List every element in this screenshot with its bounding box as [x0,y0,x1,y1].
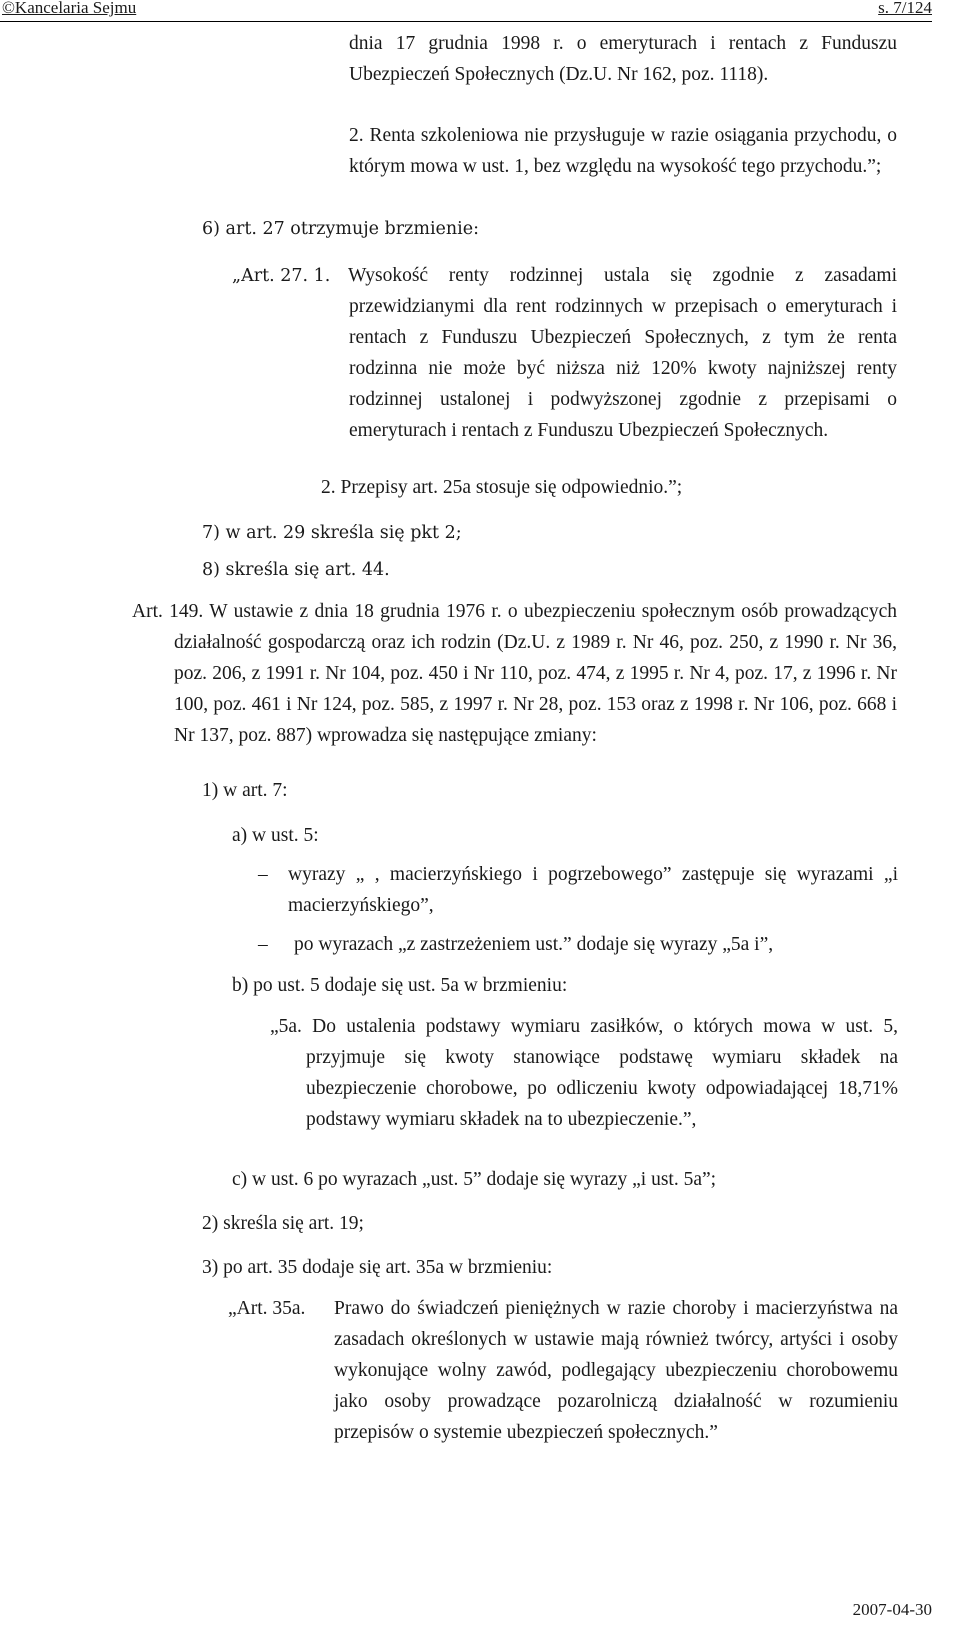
header-source: ©Kancelaria Sejmu [2,0,137,17]
header-page-number: s. 7/124 [878,0,932,17]
quoted-provision: „5a. Do ustalenia podstawy wymiaru zasiłków, o których mowa w ust. 5, przyjmuje się kwoty stanowiące podstawę wymiaru składek na ubezpieczenie chorobowe, po odliczeniu kwoty odpowiadającej 18,71% podstawy wymiaru składek na to ubezpieczenie.”, [270,1016,898,1130]
list-item: 3) po art. 35 dodaje się art. 35a w brzmieniu: [202,1257,553,1278]
paragraph [349,260,897,446]
dash-marker: – [258,864,268,885]
article-35a-label: „Art. 35a. [228,1298,306,1319]
paragraph: 2. Renta szkoleniowa nie przysługuje w razie osiągania przychodu, o którym mowa w ust. 1, bez względu na wysokość tego przychodu.”; [349,125,897,177]
list-item: 8) skreśla się art. 44. [202,560,390,580]
article-35a-text: Prawo do świadczeń pieniężnych w razie choroby i macierzyństwa na zasadach określonych w ustawie mają również twórcy, artyści i osoby wykonujące wolny zawód, podlegający ubezpieczeniu chorobowemu jako osoby prowadzące pozarolniczą działalność w rozumieniu przepisów o systemie ubezpieczeń społecznych.” [334,1298,898,1443]
paragraph: dnia 17 grudnia 1998 r. o emeryturach i rentach z Funduszu Ubezpieczeń Społecznych (Dz.U. Nr 162, poz. 1118). [349,33,897,85]
paragraph: 2. Przepisy art. 25a stosuje się odpowiednio.”; [321,477,683,498]
article-149: Art. 149. W ustawie z dnia 18 grudnia 1976 r. o ubezpieczeniu społecznym osób prowadzących działalność gospodarczą oraz ich rodzin (Dz.U. z 1989 r. Nr 46, poz. 250, z 1990 r. Nr 36, poz. 206, z 1991 r. Nr 104, poz. 450 i Nr 110, poz. 474, z 1995 r. Nr 4, poz. 17, z 1996 r. Nr 100, poz. 461 i Nr 124, poz. 585, z 1997 r. Nr 28, poz. 153 oraz z 1998 r. Nr 106, poz. 668 i Nr 137, poz. 887) wprowadza się następujące zmiany: [132,601,897,746]
dash-item [258,859,898,921]
dash-text: po wyrazach „z zastrzeżeniem ust.” dodaje się wyrazy „5a i”, [294,934,774,955]
list-item: 1) w art. 7: [202,780,288,801]
header-rule [0,21,932,22]
dash-item [258,929,898,960]
list-item: 6) art. 27 otrzymuje brzmienie: [202,219,480,239]
dash-text: wyrazy „ , macierzyńskiego i pogrzebowego” zastępuje się wyrazami „i macierzyńskiego”, [288,864,898,916]
footer-date: 2007-04-30 [852,1600,932,1619]
list-item: c) w ust. 6 po wyrazach „ust. 5” dodaje się wyrazy „i ust. 5a”; [232,1169,717,1190]
page-header [0,0,960,24]
list-item: 2) skreśla się art. 19; [202,1213,364,1234]
dash-marker: – [258,934,268,955]
list-item: b) po ust. 5 dodaje się ust. 5a w brzmieniu: [232,975,568,996]
list-item: 7) w art. 29 skreśla się pkt 2; [202,523,462,543]
article-27-text: Wysokość renty rodzinnej ustala się zgodnie z zasadami przewidzianymi dla rent rodzinnych w przepisach o emeryturach i rentach z Funduszu Ubezpieczeń Społecznych, z tym że renta rodzinna nie może być niższa niż 120% kwoty najniższej renty rodzinnej ustalonej i podwyższonej zgodnie z przepisami o emeryturach i rentach z Funduszu Ubezpieczeń Społecznych. [348,265,897,441]
article-35a-label-wrap [228,1293,338,1324]
article-27-label: „Art. 27. 1. [232,266,331,286]
list-item: a) w ust. 5: [232,825,319,846]
